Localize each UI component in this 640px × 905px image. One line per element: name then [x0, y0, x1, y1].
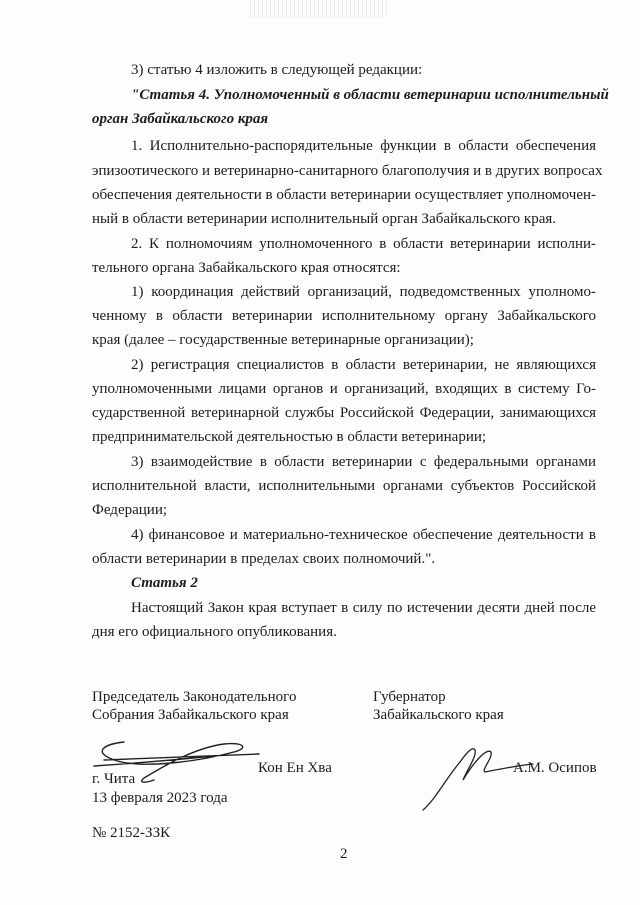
chair-title-line-2: Собрания Забайкальского края: [92, 707, 289, 723]
governor-signature: [415, 740, 535, 815]
item-2-line-2: уполномоченными лицами органов и организаций, входящих в систему Го-: [92, 381, 596, 397]
signing-date: 13 февраля 2023 года: [92, 790, 228, 806]
article-4-title-line-2: орган Забайкальского края: [92, 111, 269, 127]
scan-noise: [250, 0, 390, 18]
place: г. Чита: [92, 771, 136, 787]
article-2-title: Статья 2: [131, 575, 198, 591]
para-2-line-1: 2. К полномочиям уполномоченного в области ветеринарии исполни-: [131, 236, 596, 252]
chair-name: Кон Ен Хва: [258, 760, 332, 776]
article-2-line-2: дня его официального опубликования.: [92, 624, 337, 640]
article-4-title-line-1: "Статья 4. Уполномоченный в области ветеринарии исполнительный: [131, 87, 609, 103]
para-1-line-2: эпизоотического и ветеринарно-санитарного благополучия и в других вопросах: [92, 163, 603, 179]
item-3-line-1: 3) взаимодействие в области ветеринарии с федеральными органами: [131, 454, 596, 470]
item-1-line-2: ченному в области ветеринарии исполнительному органу Забайкальского: [92, 308, 596, 324]
para-1-line-3: обеспечения деятельности в области ветеринарии осуществляет уполномочен-: [92, 187, 596, 203]
item-2-line-4: предпринимательской деятельностью в области ветеринарии;: [92, 429, 487, 445]
page-number: 2: [340, 846, 348, 862]
item-4-line-2: области ветеринарии в пределах своих полномочий.".: [92, 551, 436, 567]
para-1-line-4: ный в области ветеринарии исполнительный орган Забайкальского края.: [92, 211, 557, 227]
governor-name: А.М. Осипов: [513, 760, 597, 776]
governor-title-line-2: Забайкальского края: [373, 707, 504, 723]
item-1-line-3: края (далее – государственные ветеринарные организации);: [92, 332, 474, 348]
law-number: № 2152-ЗЗК: [92, 825, 171, 841]
amendment-intro: 3) статью 4 изложить в следующей редакции:: [131, 62, 423, 78]
para-2-line-2: тельного органа Забайкальского края относятся:: [92, 260, 401, 276]
item-3-line-3: Федерации;: [92, 502, 168, 518]
governor-title-line-1: Губернатор: [373, 689, 446, 705]
item-2-line-1: 2) регистрация специалистов в области ветеринарии, не являющихся: [131, 357, 596, 373]
item-1-line-1: 1) координация действий организаций, подведомственных уполномо-: [131, 284, 596, 300]
item-2-line-3: сударственной ветеринарной службы Российской Федерации, занимающихся: [92, 405, 596, 421]
item-4-line-1: 4) финансовое и материально-техническое обеспечение деятельности в: [131, 527, 596, 543]
item-3-line-2: исполнительной власти, исполнительными органами субъектов Российской: [92, 478, 596, 494]
chair-title-line-1: Председатель Законодательного: [92, 689, 297, 705]
article-2-line-1: Настоящий Закон края вступает в силу по истечении десяти дней после: [131, 600, 596, 616]
para-1-line-1: 1. Исполнительно-распорядительные функции в области обеспечения: [131, 138, 596, 154]
